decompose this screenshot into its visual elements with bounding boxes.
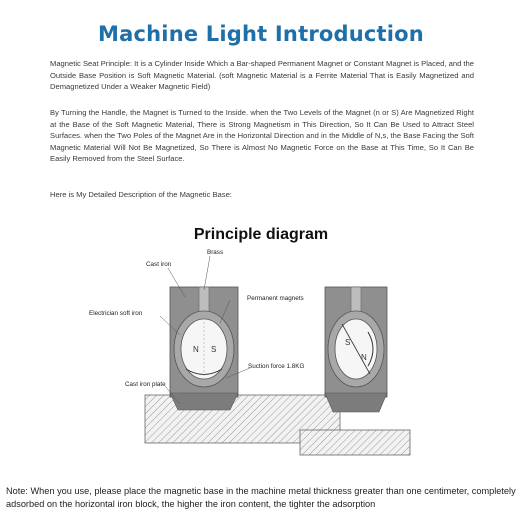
- label-cast-iron-plate: Cast iron plate: [125, 381, 166, 388]
- operation-paragraph: By Turning the Handle, the Magnet is Turned to the Inside. when the Two Levels of the Magnet (n or S) Are Magnetized Right at the Base of the Soft Magnetic Material, There is Strong Magnetism in This Direction, So It Can Be Used to Attract Steel Surfaces. when the Two Poles of the Magnet Are in the Horizontal Direction and in the Middle of N,s, the Base Facing the Soft Magnetic Material Will Not Be Magnetized, So There is Almost No Magnetic Force on the Base at This Time, So It Can Be Easily Removed from the Steel Surface.: [50, 108, 474, 164]
- label-brass: Brass: [207, 249, 224, 256]
- pole-label-on-2: S: [211, 345, 217, 354]
- pole-label-off-2: N: [361, 353, 367, 362]
- intro-paragraph: Here is My Detailed Description of the Magnetic Base:: [50, 190, 232, 199]
- principle-paragraph: Magnetic Seat Principle: It is a Cylinder Inside Which a Bar-shaped Permanent Magnet or Constant Magnet is Placed, and the Outside Base Position is Soft Magnetic Material. (soft Magnetic Material is a Ferrite Material That is Easily Magnetized and Demagnetized Under a Weaker Magnetic Field): [50, 59, 474, 92]
- diagram-title: Principle diagram: [193, 226, 329, 243]
- label-permanent-magnets: Permanent magnets: [247, 295, 304, 302]
- cast-iron-plate-right: [300, 430, 410, 455]
- usage-note: Note: When you use, please place the magnetic base in the machine metal thickness greater than one centimeter, completely adsorbed on the horizontal iron block, the higher the iron content, the tighter the adsorption: [6, 486, 516, 509]
- label-cast-iron: Cast iron: [146, 261, 172, 268]
- magnet-base-off: [300, 287, 410, 455]
- pole-label-on-1: N: [193, 345, 199, 354]
- base-foot-left: [170, 393, 238, 410]
- magnet-base-on: [145, 256, 340, 443]
- pole-label-off-1: S: [345, 338, 351, 347]
- page-title: Machine Light Introduction: [98, 22, 424, 46]
- label-electrician-soft-iron: Electrician soft iron: [89, 310, 143, 317]
- label-suction-force: Suction force 1.8KG: [248, 363, 305, 370]
- base-foot-right: [325, 393, 387, 412]
- leader-brass: [204, 256, 210, 290]
